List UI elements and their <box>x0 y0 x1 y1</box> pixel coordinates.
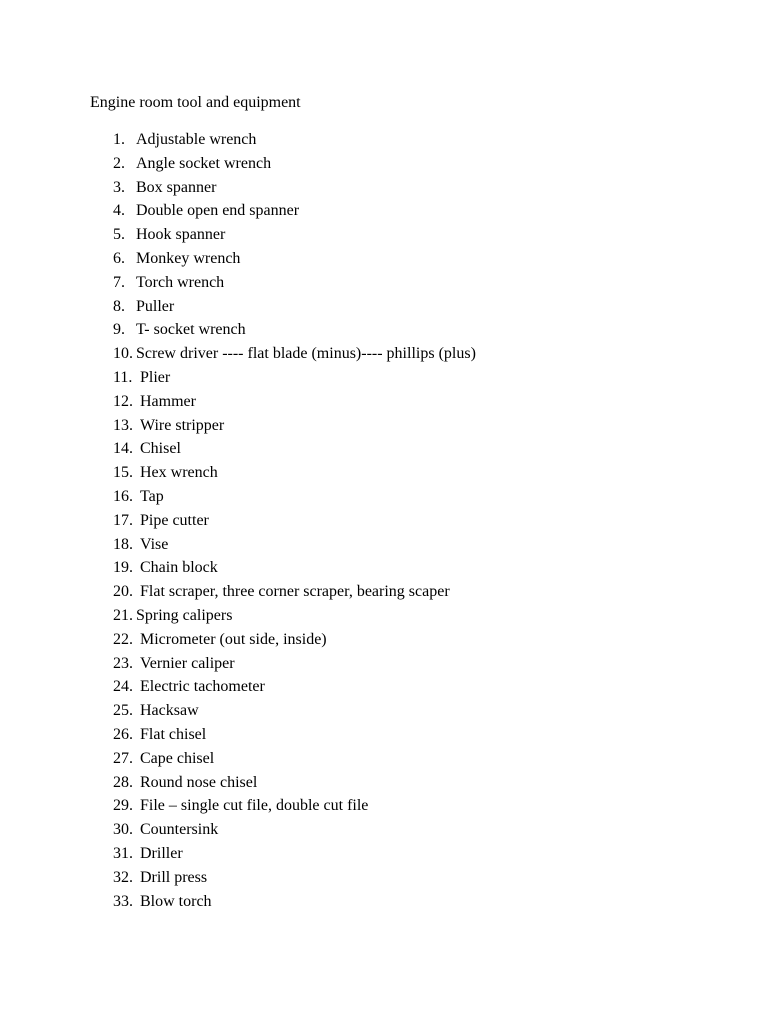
list-item-number: 13. <box>113 416 133 434</box>
list-item-text: Screw driver ---- flat blade (minus)---- phillips (plus) <box>136 345 476 363</box>
list-item-number: 23. <box>113 654 133 672</box>
list-item-number: 33. <box>113 892 133 910</box>
list-item-text: Cape chisel <box>140 749 215 767</box>
list-item-number: 2. <box>113 154 125 172</box>
list-item-number: 3. <box>113 178 125 196</box>
list-item-number: 22. <box>113 630 133 648</box>
list-item-number: 29. <box>113 797 133 815</box>
list-item-text: Driller <box>140 844 183 862</box>
list-item-text: Tap <box>140 487 164 505</box>
list-item-number: 18. <box>113 535 133 553</box>
list-item-number: 6. <box>113 249 125 267</box>
list-item-text: Vernier caliper <box>140 654 235 672</box>
list-item-text: Flat chisel <box>140 725 207 743</box>
list-item-number: 14. <box>113 440 133 458</box>
list-item-number: 4. <box>113 202 125 220</box>
list-item-number: 8. <box>113 297 125 315</box>
list-item-text: Spring calipers <box>136 606 233 624</box>
list-item-text: Pipe cutter <box>140 511 209 529</box>
list-item-number: 7. <box>113 273 125 291</box>
list-item-text: Chain block <box>140 559 218 577</box>
list-item-text: Adjustable wrench <box>136 131 257 148</box>
list-item-number: 21. <box>113 606 133 624</box>
list-item-text: Torch wrench <box>136 273 225 291</box>
list-item-text: File – single cut file, double cut file <box>140 797 369 815</box>
list-item-number: 19. <box>113 559 133 577</box>
list-item-text: Blow torch <box>140 892 212 910</box>
list-item-text: Micrometer (out side, inside) <box>140 630 327 648</box>
list-item-text: Puller <box>136 297 175 315</box>
list-item-text: Double open end spanner <box>136 202 300 220</box>
list-item-text: Monkey wrench <box>136 249 241 267</box>
list-item-text: Flat scraper, three corner scraper, bearing scaper <box>140 583 450 601</box>
list-item-number: 12. <box>113 392 133 410</box>
list-item-text: Electric tachometer <box>140 678 265 696</box>
list-item-number: 24. <box>113 678 133 696</box>
list-item-number: 11. <box>113 368 133 386</box>
list-item-text: T- socket wrench <box>136 321 246 339</box>
list-item-number: 15. <box>113 464 133 482</box>
list-item-text: Countersink <box>140 821 219 839</box>
list-item-text: Chisel <box>140 440 181 458</box>
list-item-text: Angle socket wrench <box>136 154 272 172</box>
list-item-number: 27. <box>113 749 133 767</box>
list-item-number: 16. <box>113 487 133 505</box>
list-item-text: Hacksaw <box>140 702 199 720</box>
list-item-number: 32. <box>113 868 133 886</box>
list-item-text: Plier <box>140 368 171 386</box>
list-item-number: 20. <box>113 583 133 601</box>
list-item-number: 26. <box>113 725 133 743</box>
document-title: Engine room tool and equipment <box>90 94 301 111</box>
list-item-number: 5. <box>113 226 125 244</box>
list-item-number: 10. <box>113 345 133 363</box>
list-item-number: 30. <box>113 821 133 839</box>
list-item-number: 17. <box>113 511 133 529</box>
list-item-number: 28. <box>113 773 133 791</box>
list-item-number: 31. <box>113 844 133 862</box>
list-item-text: Hook spanner <box>136 226 226 244</box>
list-item-text: Box spanner <box>136 178 217 196</box>
list-item-number: 9. <box>113 321 125 339</box>
list-item-text: Round nose chisel <box>140 773 258 791</box>
list-item-text: Vise <box>140 535 169 553</box>
list-item-text: Drill press <box>140 868 208 886</box>
list-item-text: Hammer <box>140 392 196 410</box>
list-item-number: 25. <box>113 702 133 720</box>
list-item-number: 1. <box>113 131 125 148</box>
list-item-text: Hex wrench <box>140 464 218 482</box>
list-item-text: Wire stripper <box>140 416 225 434</box>
